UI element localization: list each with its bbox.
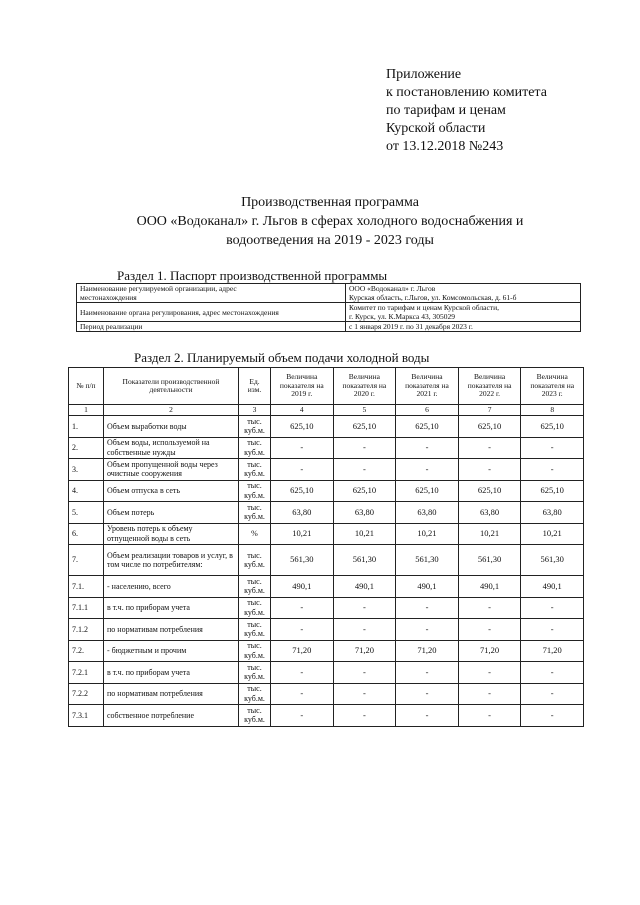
- row-value: 63,80: [396, 502, 459, 524]
- row-indicator: Объем выработки воды: [104, 416, 239, 438]
- row-indicator: в т.ч. по приборам учета: [104, 597, 239, 619]
- appendix-line: Приложение: [386, 67, 462, 82]
- column-index: 2: [104, 405, 239, 416]
- passport-row: [77, 303, 581, 322]
- table-row: [69, 437, 584, 459]
- row-value: -: [271, 437, 334, 459]
- row-indicator: - населению, всего: [104, 576, 239, 598]
- appendix-block: [386, 66, 547, 156]
- title-line: ООО «Водоканал» г. Льгов в сферах холодного водоснабжения и: [136, 214, 524, 229]
- passport-label-line: Период реализации: [80, 322, 143, 331]
- row-unit: тыс. куб.м.: [239, 662, 271, 684]
- row-indicator: в т.ч. по приборам учета: [104, 662, 239, 684]
- row-value: -: [521, 459, 584, 481]
- table-row: [69, 619, 584, 641]
- table-row: [69, 459, 584, 481]
- passport-value: [346, 322, 581, 332]
- row-indicator: по нормативам потребления: [104, 683, 239, 705]
- row-unit: тыс. куб.м.: [239, 576, 271, 598]
- row-value: 561,30: [521, 545, 584, 576]
- row-number: 5.: [69, 502, 104, 524]
- row-number: 7.1.: [69, 576, 104, 598]
- row-unit: тыс. куб.м.: [239, 502, 271, 524]
- row-indicator: Объем отпуска в сеть: [104, 480, 239, 502]
- row-indicator: собственное потребление: [104, 705, 239, 727]
- row-value: -: [458, 437, 521, 459]
- index-row: [69, 405, 584, 416]
- table-row: [69, 597, 584, 619]
- row-value: -: [333, 662, 396, 684]
- row-value: -: [521, 705, 584, 727]
- row-value: 63,80: [521, 502, 584, 524]
- row-value: -: [271, 662, 334, 684]
- row-number: 7.2.1: [69, 662, 104, 684]
- row-value: 10,21: [458, 523, 521, 545]
- row-value: -: [396, 619, 459, 641]
- passport-table: [76, 283, 581, 332]
- row-unit: тыс. куб.м.: [239, 597, 271, 619]
- row-value: -: [521, 662, 584, 684]
- row-unit: тыс. куб.м.: [239, 619, 271, 641]
- row-value: -: [396, 459, 459, 481]
- row-value: 71,20: [458, 640, 521, 662]
- row-value: -: [458, 619, 521, 641]
- column-index: 6: [396, 405, 459, 416]
- table-row: [69, 683, 584, 705]
- row-value: -: [396, 683, 459, 705]
- row-number: 7.1.1: [69, 597, 104, 619]
- row-value: 625,10: [458, 416, 521, 438]
- title-line: Производственная программа: [241, 195, 419, 210]
- row-value: 490,1: [333, 576, 396, 598]
- row-indicator: Объем воды, используемой на собственные нужды: [104, 437, 239, 459]
- column-header: Показатели производственной деятельности: [104, 368, 239, 405]
- row-value: -: [521, 597, 584, 619]
- column-header: Величина показателя на 2019 г.: [271, 368, 334, 405]
- row-value: -: [458, 683, 521, 705]
- row-value: 561,30: [271, 545, 334, 576]
- row-value: 625,10: [271, 480, 334, 502]
- table-row: [69, 705, 584, 727]
- row-value: 625,10: [458, 480, 521, 502]
- passport-value: [346, 303, 581, 322]
- row-indicator: Объем пропущенной воды через очистные сооружения: [104, 459, 239, 481]
- column-header: Величина показателя на 2023 г.: [521, 368, 584, 405]
- row-value: -: [396, 437, 459, 459]
- passport-label-line: Наименование регулируемой организации, адрес: [80, 284, 237, 293]
- row-unit: тыс. куб.м.: [239, 437, 271, 459]
- row-value: 10,21: [521, 523, 584, 545]
- column-index: 3: [239, 405, 271, 416]
- row-value: 71,20: [396, 640, 459, 662]
- passport-value: [346, 284, 581, 303]
- row-value: -: [396, 662, 459, 684]
- row-value: 10,21: [271, 523, 334, 545]
- appendix-line: Курской области: [386, 121, 486, 136]
- passport-value-line: Комитет по тарифам и ценам Курской области,: [349, 303, 499, 312]
- row-value: -: [333, 683, 396, 705]
- row-value: -: [521, 619, 584, 641]
- table-row: [69, 523, 584, 545]
- row-unit: тыс. куб.м.: [239, 640, 271, 662]
- passport-value-line: с 1 января 2019 г. по 31 декабря 2023 г.: [349, 322, 473, 331]
- row-number: 4.: [69, 480, 104, 502]
- row-value: 490,1: [521, 576, 584, 598]
- row-value: -: [521, 683, 584, 705]
- column-index: 4: [271, 405, 334, 416]
- column-header: Ед. изм.: [239, 368, 271, 405]
- row-number: 7.3.1: [69, 705, 104, 727]
- row-value: -: [458, 662, 521, 684]
- appendix-line: по тарифам и ценам: [386, 103, 506, 118]
- row-unit: тыс. куб.м.: [239, 705, 271, 727]
- column-header: Величина показателя на 2021 г.: [396, 368, 459, 405]
- row-value: 625,10: [271, 416, 334, 438]
- row-value: 63,80: [458, 502, 521, 524]
- row-value: -: [521, 437, 584, 459]
- row-unit: %: [239, 523, 271, 545]
- row-number: 7.2.2: [69, 683, 104, 705]
- row-indicator: Объем потерь: [104, 502, 239, 524]
- passport-row: [77, 322, 581, 332]
- row-indicator: Уровень потерь к объему отпущенной воды в сеть: [104, 523, 239, 545]
- row-number: 2.: [69, 437, 104, 459]
- row-value: 10,21: [333, 523, 396, 545]
- row-value: -: [333, 597, 396, 619]
- row-value: 625,10: [521, 416, 584, 438]
- row-number: 7.: [69, 545, 104, 576]
- column-index: 1: [69, 405, 104, 416]
- column-index: 7: [458, 405, 521, 416]
- row-number: 6.: [69, 523, 104, 545]
- table-row: [69, 502, 584, 524]
- row-value: -: [458, 459, 521, 481]
- passport-label: [77, 303, 346, 322]
- column-header: Величина показателя на 2022 г.: [458, 368, 521, 405]
- row-value: -: [271, 597, 334, 619]
- row-value: 561,30: [396, 545, 459, 576]
- row-value: 561,30: [333, 545, 396, 576]
- passport-value-line: ООО «Водоканал» г. Льгов: [349, 284, 436, 293]
- row-unit: тыс. куб.м.: [239, 459, 271, 481]
- table-row: [69, 480, 584, 502]
- row-value: 625,10: [521, 480, 584, 502]
- appendix-line: к постановлению комитета: [386, 85, 547, 100]
- table-row: [69, 576, 584, 598]
- row-value: 625,10: [333, 416, 396, 438]
- row-value: 490,1: [396, 576, 459, 598]
- row-value: 490,1: [271, 576, 334, 598]
- row-value: -: [396, 597, 459, 619]
- title-line: водоотведения на 2019 - 2023 годы: [226, 233, 434, 248]
- row-value: -: [333, 437, 396, 459]
- section1-heading: Раздел 1. Паспорт производственной программы: [117, 268, 388, 283]
- row-value: 625,10: [396, 480, 459, 502]
- column-header: № п/п: [69, 368, 104, 405]
- document-title: [60, 193, 600, 250]
- passport-label: [77, 322, 346, 332]
- volumes-table: [68, 367, 584, 727]
- row-value: -: [396, 705, 459, 727]
- row-number: 1.: [69, 416, 104, 438]
- row-value: 561,30: [458, 545, 521, 576]
- row-value: -: [458, 705, 521, 727]
- column-index: 8: [521, 405, 584, 416]
- column-index: 5: [333, 405, 396, 416]
- row-value: 71,20: [271, 640, 334, 662]
- appendix-line: от 13.12.2018 №243: [386, 139, 504, 154]
- row-number: 7.1.2: [69, 619, 104, 641]
- passport-label: [77, 284, 346, 303]
- row-value: 71,20: [333, 640, 396, 662]
- row-value: 63,80: [271, 502, 334, 524]
- row-value: 10,21: [396, 523, 459, 545]
- header-row: [69, 368, 584, 405]
- row-value: -: [271, 683, 334, 705]
- table-row: [69, 545, 584, 576]
- passport-row: [77, 284, 581, 303]
- row-value: 490,1: [458, 576, 521, 598]
- passport-value-line: Курская область, г.Льгов, ул. Комсомольская, д. 61-б: [349, 293, 517, 302]
- row-unit: тыс. куб.м.: [239, 545, 271, 576]
- table-row: [69, 416, 584, 438]
- row-value: 63,80: [333, 502, 396, 524]
- column-header: Величина показателя на 2020 г.: [333, 368, 396, 405]
- row-value: -: [458, 597, 521, 619]
- row-value: -: [333, 705, 396, 727]
- row-value: 625,10: [333, 480, 396, 502]
- table-row: [69, 662, 584, 684]
- table-row: [69, 640, 584, 662]
- row-indicator: - бюджетным и прочим: [104, 640, 239, 662]
- row-value: -: [271, 705, 334, 727]
- row-value: -: [271, 619, 334, 641]
- row-value: -: [333, 619, 396, 641]
- row-value: -: [333, 459, 396, 481]
- passport-label-line: местонахождения: [80, 293, 137, 302]
- row-indicator: Объем реализации товаров и услуг, в том числе по потребителям:: [104, 545, 239, 576]
- row-unit: тыс. куб.м.: [239, 480, 271, 502]
- passport-label-line: Наименование органа регулирования, адрес местонахождения: [80, 307, 279, 317]
- section2-heading: Раздел 2. Планируемый объем подачи холодной воды: [134, 350, 430, 365]
- row-value: -: [271, 459, 334, 481]
- row-value: 625,10: [396, 416, 459, 438]
- row-unit: тыс. куб.м.: [239, 683, 271, 705]
- row-value: 71,20: [521, 640, 584, 662]
- row-indicator: по нормативам потребления: [104, 619, 239, 641]
- passport-value-line: г. Курск, ул. К.Маркса 43, 305029: [349, 312, 456, 321]
- row-number: 7.2.: [69, 640, 104, 662]
- row-unit: тыс. куб.м.: [239, 416, 271, 438]
- row-number: 3.: [69, 459, 104, 481]
